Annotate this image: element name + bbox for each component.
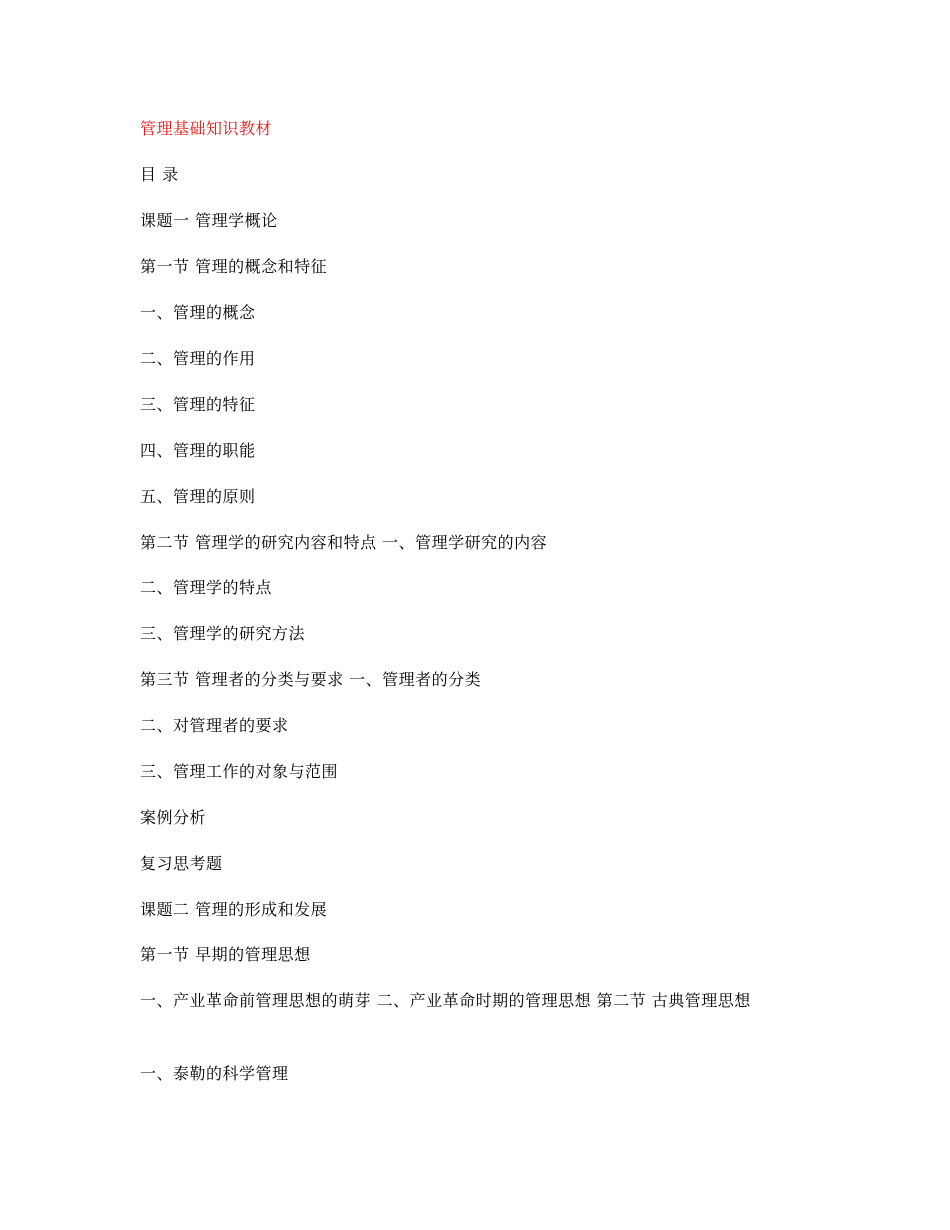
toc-line: 第三节 管理者的分类与要求 一、管理者的分类 <box>140 670 482 689</box>
toc-line: 复习思考题 <box>140 854 223 873</box>
toc-heading: 目 录 <box>140 165 179 184</box>
toc-line: 一、产业革命前管理思想的萌芽 二、产业革命时期的管理思想 第二节 古典管理思想 <box>140 991 751 1010</box>
document-title: 管理基础知识教材 <box>140 119 273 138</box>
toc-line: 一、管理的概念 <box>140 303 256 322</box>
toc-line: 三、管理学的研究方法 <box>140 624 306 643</box>
toc-line: 课题二 管理的形成和发展 <box>140 900 328 919</box>
toc-line: 二、管理的作用 <box>140 349 256 368</box>
toc-line: 第二节 管理学的研究内容和特点 一、管理学研究的内容 <box>140 533 548 552</box>
toc-line: 第一节 早期的管理思想 <box>140 945 311 964</box>
toc-line: 五、管理的原则 <box>140 487 256 506</box>
toc-line: 三、管理工作的对象与范围 <box>140 762 339 781</box>
toc-line: 三、管理的特征 <box>140 395 256 414</box>
toc-line: 课题一 管理学概论 <box>140 211 278 230</box>
toc-line: 一、泰勒的科学管理 <box>140 1064 289 1083</box>
toc-line: 二、对管理者的要求 <box>140 716 289 735</box>
toc-line: 第一节 管理的概念和特征 <box>140 257 328 276</box>
toc-line: 案例分析 <box>140 808 207 827</box>
toc-line: 四、管理的职能 <box>140 441 256 460</box>
toc-line: 二、管理学的特点 <box>140 578 273 597</box>
